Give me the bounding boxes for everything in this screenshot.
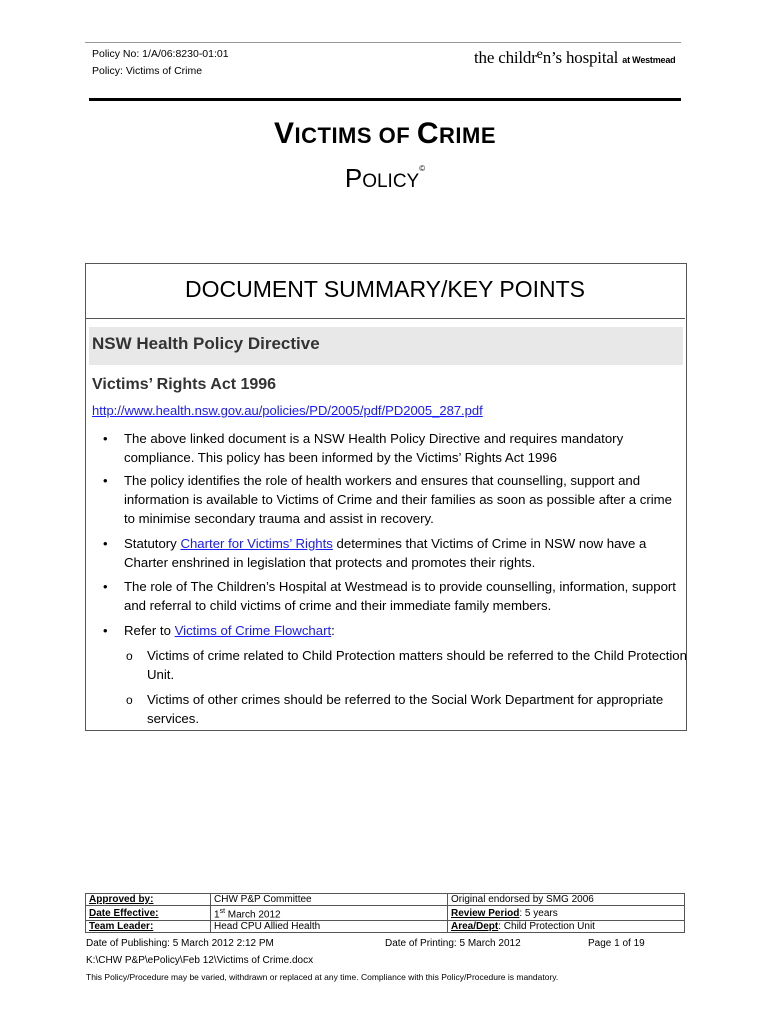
charter-link[interactable]: Charter for Victims’ Rights bbox=[180, 536, 333, 551]
sub-bullet-text-1: Victims of crime related to Child Protection matters should be referred to the Child Protection Unit. bbox=[147, 648, 687, 682]
flowchart-link[interactable]: Victims of Crime Flowchart bbox=[174, 623, 332, 638]
bullet-icon: • bbox=[103, 536, 108, 551]
header-top-rule bbox=[85, 42, 681, 43]
bullet-text-3: Statutory Charter for Victims’ Rights determines that Victims of Crime in NSW now have a Charter enshrined in legislation that protects and promotes their rights. bbox=[124, 536, 647, 570]
table-row bbox=[86, 894, 685, 906]
bullet-icon: • bbox=[103, 623, 108, 638]
table-cell: Team Leader: bbox=[86, 921, 211, 933]
policy-number: Policy No: 1/A/06:8230-01:01 bbox=[92, 48, 229, 60]
sub-bullet-text-2: Victims of other crimes should be referred to the Social Work Department for appropriate services. bbox=[147, 692, 664, 726]
bullet-text-5: Refer to Victims of Crime Flowchart: bbox=[124, 623, 335, 638]
table-cell: Date Effective: bbox=[86, 906, 211, 921]
sub-bullet-icon: o bbox=[126, 693, 133, 707]
table-row bbox=[86, 906, 685, 921]
table-row bbox=[86, 921, 685, 933]
bullet-icon: • bbox=[103, 579, 108, 594]
table-cell: Original endorsed by SMG 2006 bbox=[448, 894, 685, 906]
policy-directive-link[interactable]: http://www.health.nsw.gov.au/policies/PD/2005/pdf/PD2005_287.pdf bbox=[92, 403, 483, 418]
printing-date: Date of Printing: 5 March 2012 bbox=[385, 938, 521, 949]
disclaimer: This Policy/Procedure may be varied, withdrawn or replaced at any time. Compliance with this Policy/Procedure is mandatory. bbox=[86, 972, 559, 982]
document-subtitle: POLICY© bbox=[344, 163, 426, 193]
bullet-text-4: The role of The Children’s Hospital at Westmead is to provide counselling, information, support and referral to child victims of crime and their immediate family members. bbox=[124, 579, 676, 613]
table-cell: 1st March 2012 bbox=[211, 906, 448, 921]
table-cell: Approved by: bbox=[86, 894, 211, 906]
act-heading: Victims’ Rights Act 1996 bbox=[92, 376, 277, 393]
header-divider bbox=[89, 98, 681, 101]
table-cell: CHW P&P Committee bbox=[211, 894, 448, 906]
document-title: VICTIMS OF CRIME bbox=[273, 117, 496, 150]
table-cell: Review Period: 5 years bbox=[448, 906, 685, 921]
sub-bullet-icon: o bbox=[126, 649, 133, 663]
directive-heading: NSW Health Policy Directive bbox=[92, 334, 320, 353]
bullet-text-2: The policy identifies the role of health workers and ensures that counselling, support and information is available to Victims of Crime and their families as soon as possible after a crime to minimise secondary trauma and assist in recovery. bbox=[124, 473, 673, 526]
table-cell: Area/Dept: Child Protection Unit bbox=[448, 921, 685, 933]
file-path: K:\CHW P&P\ePolicy\Feb 12\Victims of Crime.docx bbox=[86, 955, 314, 966]
policy-name: Policy: Victims of Crime bbox=[92, 65, 203, 77]
page-number: Page 1 of 19 bbox=[588, 938, 645, 949]
summary-divider bbox=[85, 318, 685, 319]
summary-heading: DOCUMENT SUMMARY/KEY POINTS bbox=[184, 276, 585, 302]
bullet-icon: • bbox=[103, 473, 108, 488]
table-cell: Head CPU Allied Health bbox=[211, 921, 448, 933]
publishing-date: Date of Publishing: 5 March 2012 2:12 PM bbox=[86, 938, 274, 949]
hospital-logo: the childr$^e$n’s hospital at Westmead bbox=[474, 47, 676, 67]
bullet-icon: • bbox=[103, 431, 108, 446]
approval-table bbox=[85, 893, 685, 933]
bullet-text-1: The above linked document is a NSW Health Policy Directive and requires mandatory compliance. This policy has been informed by the Victims’ Rights Act 1996 bbox=[124, 431, 624, 465]
